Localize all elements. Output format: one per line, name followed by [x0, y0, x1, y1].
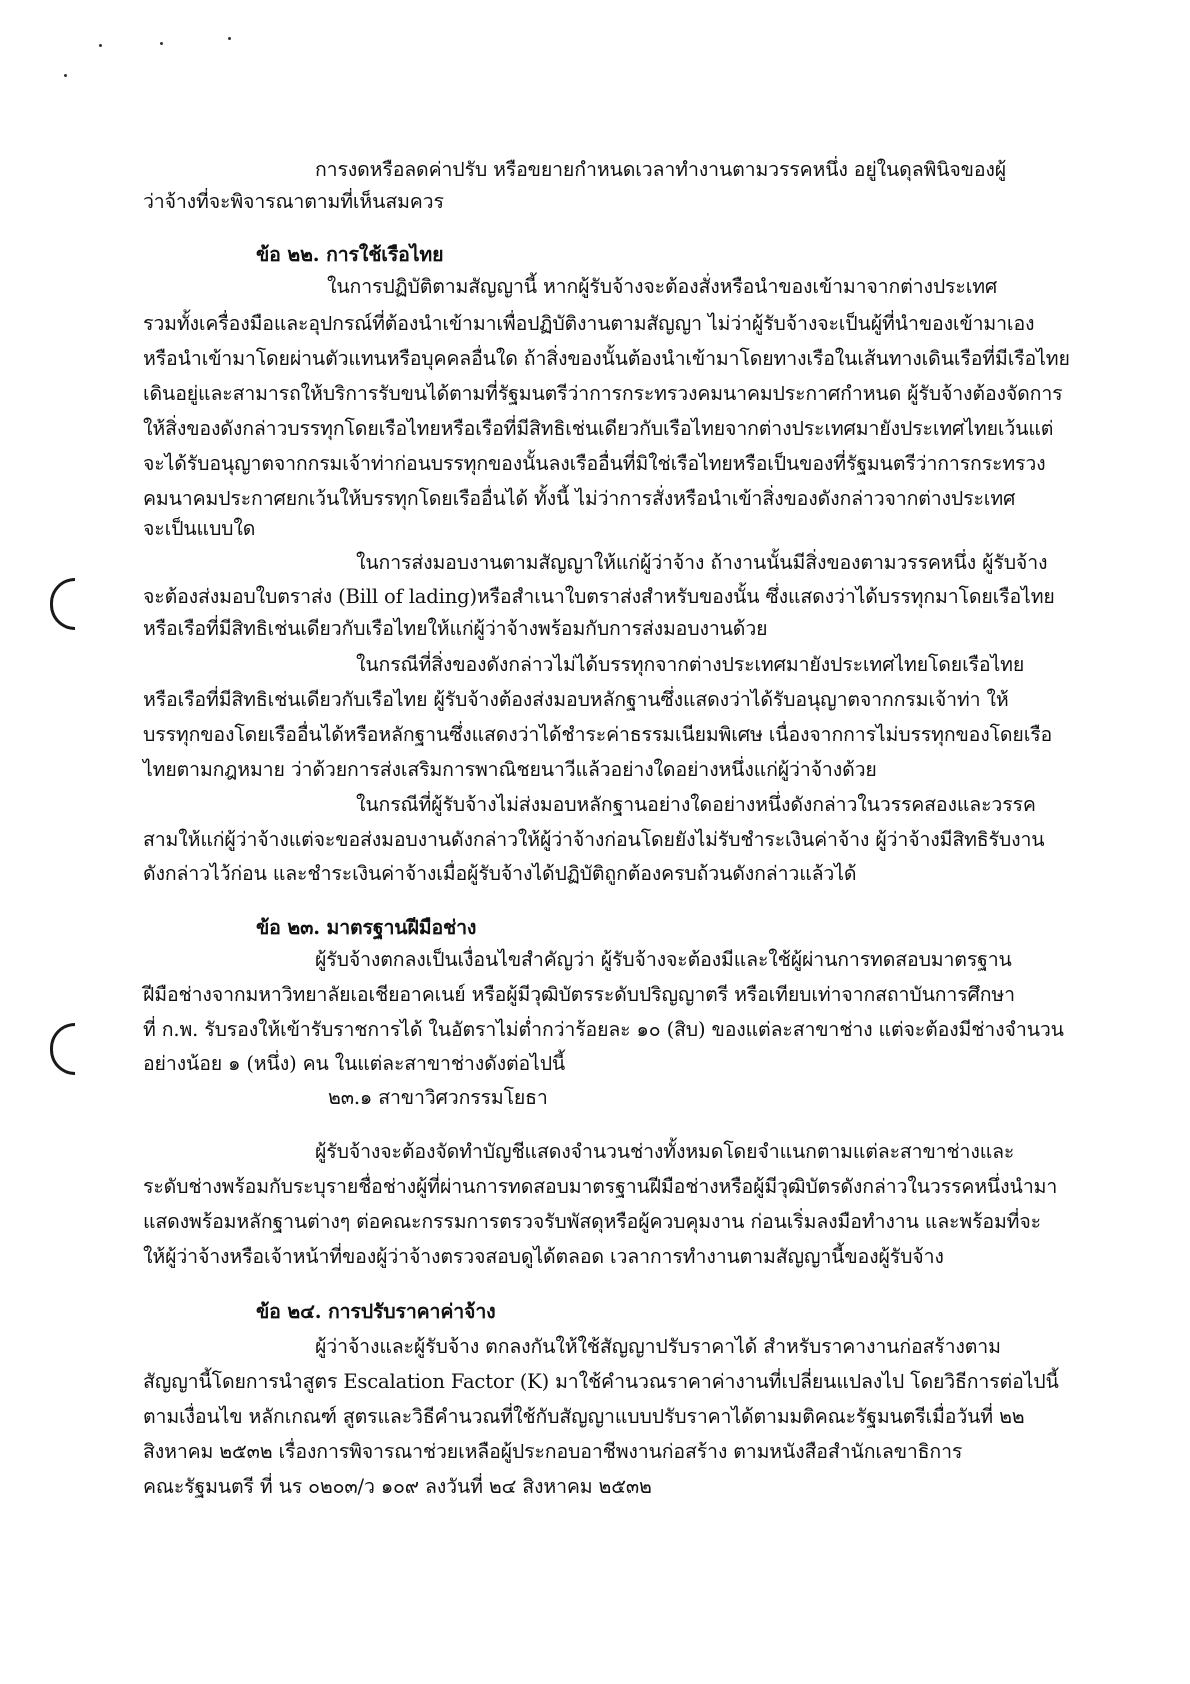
- body-line: ผู้ว่าจ้างและผู้รับจ้าง ตกลงกันให้ใช้สัญญาปรับราคาได้ สำหรับราคางานก่อสร้างตาม: [315, 1335, 1001, 1358]
- body-line: คณะรัฐมนตรี ที่ นร ๐๒๐๓/ว ๑๐๙ ลงวันที่ ๒๔ สิงหาคม ๒๕๓๒: [143, 1475, 652, 1498]
- body-line: ผู้รับจ้างตกลงเป็นเงื่อนไขสำคัญว่า ผู้รับจ้างจะต้องมีและใช้ผู้ผ่านการทดสอบมาตรฐาน: [315, 948, 1012, 971]
- section-heading: ข้อ ๒๒. การใช้เรือไทย: [256, 243, 444, 266]
- body-line: ให้ผู้ว่าจ้างหรือเจ้าหน้าที่ของผู้ว่าจ้างตรวจสอบดูได้ตลอด เวลาการทำงานตามสัญญานี้ของผู้รับจ้าง: [143, 1245, 944, 1268]
- body-line: สัญญานี้โดยการนำสูตร Escalation Factor (K) มาใช้คำนวณราคาค่างานที่เปลี่ยนแปลงไป โดยวิธีการต่อไปนี้: [143, 1370, 1059, 1393]
- scan-speck: [99, 44, 102, 47]
- body-line: จะต้องส่งมอบใบตราส่ง (Bill of lading)หรือสำเนาใบตราส่งสำหรับของนั้น ซึ่งแสดงว่าได้บรรทุกมาโดยเรือไทย: [143, 585, 1055, 608]
- body-line: เดินอยู่และสามารถให้บริการรับขนได้ตามที่รัฐมนตรีว่าการกระทรวงคมนาคมประกาศกำหนด ผู้รับจ้างต้องจัดการ: [143, 382, 1063, 405]
- body-line: ตามเงื่อนไข หลักเกณฑ์ สูตรและวิธีคำนวณที่ใช้กับสัญญาแบบปรับราคาได้ตามมติคณะรัฐมนตรีเมื่อวันที่ ๒๒: [143, 1405, 1025, 1428]
- section-heading: ข้อ ๒๓. มาตรฐานฝีมือช่าง: [256, 916, 477, 939]
- body-line: แสดงพร้อมหลักฐานต่างๆ ต่อคณะกรรมการตรวจรับพัสดุหรือผู้ควบคุมงาน ก่อนเริ่มลงมือทำงาน และพร้อมที่จะ: [143, 1210, 1041, 1233]
- body-line: ในการปฏิบัติตามสัญญานี้ หากผู้รับจ้างจะต้องสั่งหรือนำของเข้ามาจากต่างประเทศ: [327, 275, 998, 298]
- scan-speck: [228, 37, 231, 40]
- body-line: ระดับช่างพร้อมกับระบุรายชื่อช่างผู้ที่ผ่านการทดสอบมาตรฐานฝีมือช่างหรือผู้มีวุฒิบัตรดังกล่าวในวรรคหนึ่งนำมา: [143, 1175, 1058, 1198]
- body-line: ผู้รับจ้างจะต้องจัดทำบัญชีแสดงจำนวนช่างทั้งหมดโดยจำแนกตามแต่ละสาขาช่างและ: [315, 1140, 1015, 1163]
- body-line: หรือเรือที่มีสิทธิเช่นเดียวกับเรือไทยให้แก่ผู้ว่าจ้างพร้อมกับการส่งมอบงานด้วย: [143, 617, 768, 640]
- punch-hole-mark: [50, 578, 75, 630]
- body-line: คมนาคมประกาศยกเว้นให้บรรทุกโดยเรืออื่นได้ ทั้งนี้ ไม่ว่าการสั่งหรือนำเข้าสิ่งของดังกล่าวจากต่างประเทศ: [143, 487, 1016, 510]
- body-line: หรือนำเข้ามาโดยผ่านตัวแทนหรือบุคคลอื่นใด ถ้าสิ่งของนั้นต้องนำเข้ามาโดยทางเรือในเส้นทางเดินเรือที่มีเรือไทย: [143, 347, 1070, 370]
- body-line: รวมทั้งเครื่องมือและอุปกรณ์ที่ต้องนำเข้ามาเพื่อปฏิบัติงานตามสัญญา ไม่ว่าผู้รับจ้างจะเป็นผู้ที่นำของเข้ามาเอง: [143, 312, 1035, 335]
- body-line: หรือเรือที่มีสิทธิเช่นเดียวกับเรือไทย ผู้รับจ้างต้องส่งมอบหลักฐานซึ่งแสดงว่าได้รับอนุญาตจากกรมเจ้าท่า ให้: [143, 688, 1009, 711]
- body-line: อย่างน้อย ๑ (หนึ่ง) คน ในแต่ละสาขาช่างดังต่อไปนี้: [143, 1052, 566, 1075]
- scan-speck: [160, 42, 163, 45]
- body-line: ให้สิ่งของดังกล่าวบรรทุกโดยเรือไทยหรือเรือที่มีสิทธิเช่นเดียวกับเรือไทยจากต่างประเทศมายังประเทศไทยเว้นแต่: [143, 417, 1054, 440]
- body-line: สิงหาคม ๒๕๓๒ เรื่องการพิจารณาช่วยเหลือผู้ประกอบอาชีพงานก่อสร้าง ตามหนังสือสำนักเลขาธิการ: [143, 1440, 963, 1463]
- scan-speck: [64, 74, 67, 77]
- body-line: การงดหรือลดค่าปรับ หรือขยายกำหนดเวลาทำงานตามวรรคหนึ่ง อยู่ในดุลพินิจของผู้: [315, 158, 1007, 181]
- section-heading: ข้อ ๒๔. การปรับราคาค่าจ้าง: [256, 1300, 496, 1323]
- body-line: ดังกล่าวไว้ก่อน และชำระเงินค่าจ้างเมื่อผู้รับจ้างได้ปฏิบัติถูกต้องครบถ้วนดังกล่าวแล้วได้: [143, 862, 857, 885]
- body-line: ๒๓.๑ สาขาวิศวกรรมโยธา: [328, 1086, 548, 1109]
- body-line: จะได้รับอนุญาตจากกรมเจ้าท่าก่อนบรรทุกของนั้นลงเรืออื่นที่มิใช่เรือไทยหรือเป็นของที่รัฐมนตรีว่าการกระทรวง: [143, 452, 1046, 475]
- body-line: ในกรณีที่ผู้รับจ้างไม่ส่งมอบหลักฐานอย่างใดอย่างหนึ่งดังกล่าวในวรรคสองและวรรค: [356, 793, 1036, 816]
- body-line: จะเป็นแบบใด: [143, 517, 256, 540]
- body-line: ในกรณีที่สิ่งของดังกล่าวไม่ได้บรรทุกจากต่างประเทศมายังประเทศไทยโดยเรือไทย: [356, 653, 1025, 676]
- body-line: บรรทุกของโดยเรืออื่นได้หรือหลักฐานซึ่งแสดงว่าได้ชำระค่าธรรมเนียมพิเศษ เนื่องจากการไม่บรรทุกของโดยเรือ: [143, 723, 1053, 746]
- body-line: ว่าจ้างที่จะพิจารณาตามที่เห็นสมควร: [143, 190, 444, 213]
- body-line: สามให้แก่ผู้ว่าจ้างแต่จะขอส่งมอบงานดังกล่าวให้ผู้ว่าจ้างก่อนโดยยังไม่รับชำระเงินค่าจ้าง ผู้ว่าจ้างมีสิทธิรับงาน: [143, 828, 1045, 851]
- body-line: ในการส่งมอบงานตามสัญญาให้แก่ผู้ว่าจ้าง ถ้างานนั้นมีสิ่งของตามวรรคหนึ่ง ผู้รับจ้าง: [356, 551, 1048, 574]
- body-line: ไทยตามกฎหมาย ว่าด้วยการส่งเสริมการพาณิชยนาวีแล้วอย่างใดอย่างหนึ่งแก่ผู้ว่าจ้างด้วย: [143, 758, 877, 781]
- body-line: ที่ ก.พ. รับรองให้เข้ารับราชการได้ ในอัตราไม่ต่ำกว่าร้อยละ ๑๐ (สิบ) ของแต่ละสาขาช่าง แต่จะต้องมีช่างจำนวน: [143, 1018, 1064, 1041]
- punch-hole-mark: [50, 1023, 75, 1075]
- body-line: ฝีมือช่างจากมหาวิทยาลัยเอเชียอาคเนย์ หรือผู้มีวุฒิบัตรระดับปริญญาตรี หรือเทียบเท่าจากสถาบันการศึกษา: [143, 983, 1015, 1006]
